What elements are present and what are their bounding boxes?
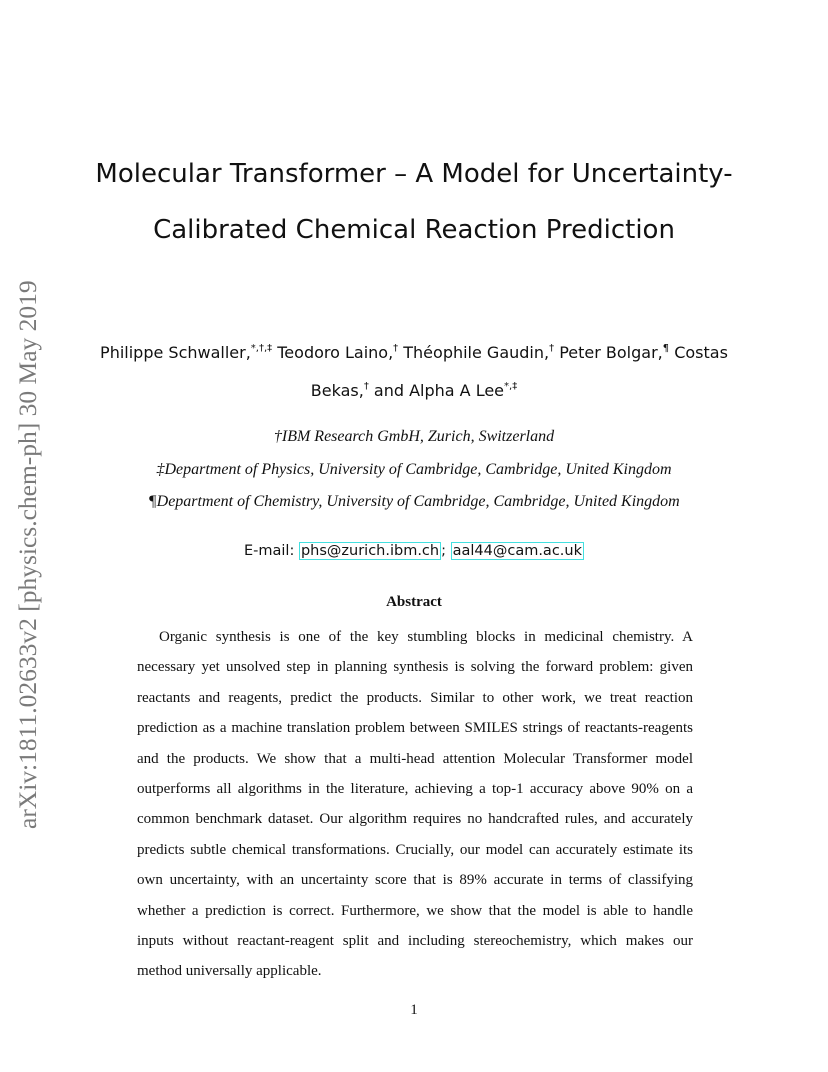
author-affiliation-marks: *,‡ — [504, 381, 518, 392]
abstract-text: Organic synthesis is one of the key stumbling blocks in medicinal chemistry. A necessary yet unsolved step in planning synthesis is solving the forward problem: given reactants and reagents, predict the products. Similar to other work, we treat reaction prediction as a machine translation problem between SMILES strings of reactants-reagents and the products. We show that a multi-head attention Molecular Transformer model outperforms all algorithms in the literature, achieving a top-1 accuracy above 90% on a common benchmark dataset. Our algorithm requires no handcrafted rules, and accurately predicts subtle chemical transformations. Crucially, our model can accurately estimate its own uncertainty, with an uncertainty score that is 89% accurate in terms of classifying whether a prediction is correct. Furthermore, we show that the model is able to handle inputs without reactant-reagent split and including stereochemistry, which makes our method universally applicable. — [137, 629, 693, 980]
author-name: and Alpha A Lee — [373, 381, 505, 400]
author-affiliation-marks: *,†,‡ — [250, 343, 273, 354]
paper-title: Molecular Transformer – A Model for Uncertainty-Calibrated Chemical Reaction Prediction — [95, 159, 733, 245]
arxiv-identifier-stamp: arXiv:1811.02633v2 [physics.chem-ph] 30 May 2019 — [13, 280, 42, 829]
author-affiliation-marks: † — [363, 381, 369, 392]
affiliation-ibm: †IBM Research GmbH, Zurich, Switzerland — [273, 428, 555, 445]
abstract-heading: Abstract — [386, 594, 442, 610]
email-label: E-mail: — [243, 543, 295, 559]
email-line — [80, 540, 748, 562]
author-list — [80, 334, 748, 410]
affiliation-physics-cambridge: ‡Department of Physics, University of Cambridge, Cambridge, United Kingdom — [156, 461, 672, 478]
author-name: Philippe Schwaller, — [100, 343, 251, 362]
author-name: Teodoro Laino, — [277, 343, 394, 362]
email-link-lee[interactable]: aal44@cam.ac.uk — [452, 543, 582, 559]
page-number: 1 — [410, 1002, 418, 1018]
author-affiliation-marks: † — [393, 343, 399, 354]
author-name: Théophile Gaudin, — [403, 343, 550, 362]
email-link-schwaller[interactable]: phs@zurich.ibm.ch — [300, 543, 440, 559]
author-name: Costas Bekas, — [310, 343, 728, 400]
author-affiliation-marks: † — [549, 343, 555, 354]
email-separator: ; — [441, 543, 446, 559]
affiliation-chemistry-cambridge: ¶Department of Chemistry, University of Cambridge, Cambridge, United Kingdom — [148, 493, 680, 510]
author-name: Peter Bolgar, — [559, 343, 663, 362]
author-affiliation-marks: ¶ — [662, 343, 670, 354]
